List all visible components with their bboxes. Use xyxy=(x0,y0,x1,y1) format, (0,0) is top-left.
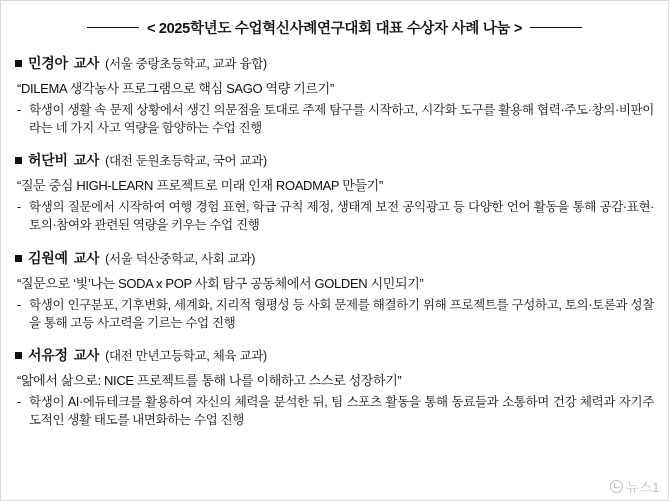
teacher-name: 김원예 xyxy=(28,249,68,266)
project-description-row xyxy=(17,296,654,332)
entry-header xyxy=(15,247,654,268)
award-entry xyxy=(15,344,654,429)
dash-marker: - xyxy=(17,394,21,409)
entry-header xyxy=(15,52,654,73)
square-bullet-icon xyxy=(15,157,22,164)
project-title: “앎에서 삶으로: NICE 프로젝트를 통해 나를 이해하고 스스로 성장하기” xyxy=(17,372,402,388)
dash-marker: - xyxy=(17,200,21,215)
page-title: < 2025학년도 수업혁신사례연구대회 대표 수상자 사례 나눔 > xyxy=(146,21,523,37)
project-description: 학생이 인구분포, 기후변화, 세계화, 지리적 형평성 등 사회 문제를 해결하기 위해 프로젝트를 구성하고, 토의·토론과 성찰을 통해 고등 사고력을 기르는 수업 진행 xyxy=(29,297,654,330)
teacher-role: 교사 xyxy=(73,153,100,169)
square-bullet-icon xyxy=(15,352,22,359)
entry-header xyxy=(15,344,654,365)
teacher-role: 교사 xyxy=(73,250,100,266)
title-rule-right xyxy=(530,27,582,28)
watermark-logo-icon xyxy=(610,480,623,493)
entry-header xyxy=(15,149,654,170)
project-title: “질문 중심 HIGH-LEARN 프로젝트로 미래 인재 ROADMAP 만들기” xyxy=(17,178,383,194)
teacher-affiliation: (서울 중랑초등학교, 교과 융합) xyxy=(105,57,267,71)
dash-marker: - xyxy=(17,297,21,312)
teacher-affiliation: (대전 둔원초등학교, 국어 교과) xyxy=(105,154,267,169)
document-title-row xyxy=(15,17,654,38)
teacher-name: 민경아 xyxy=(28,55,68,71)
project-description: 학생의 질문에서 시작하여 여행 경험 표현, 학급 규칙 제정, 생태계 보전 공익광고 등 다양한 언어 활동을 통해 공감·표현·토의·참여와 관련된 역량을 키우는 수업 진행 xyxy=(29,200,654,233)
award-entry xyxy=(15,52,654,137)
watermark xyxy=(610,477,660,496)
square-bullet-icon xyxy=(15,60,22,67)
teacher-name: 허단비 xyxy=(28,152,68,169)
project-description-row xyxy=(17,198,654,234)
project-description: 학생이 AI·에듀테크를 활용하여 자신의 체력을 분석한 뒤, 팀 스포츠 활동을 통해 동료들과 소통하며 건강 체력과 자기주도적인 생활 태도를 내면화하는 수업 진행 xyxy=(29,394,654,427)
teacher-role: 교사 xyxy=(73,56,100,71)
watermark-text: 뉴스1 xyxy=(626,480,660,495)
teacher-name: 서유정 xyxy=(28,346,68,363)
teacher-affiliation: (대전 만년고등학교, 체육 교과) xyxy=(105,348,267,363)
project-title: “질문으로 ‘빛’나는 SODA x POP 사회 탐구 공동체에서 GOLDEN 시민되기” xyxy=(17,275,424,291)
teacher-affiliation: (서울 덕산중학교, 사회 교과) xyxy=(105,251,256,266)
square-bullet-icon xyxy=(15,255,22,262)
project-description-row xyxy=(17,393,654,429)
project-title: “DILEMA 생각농사 프로그램으로 핵심 SAGO 역량 기르기” xyxy=(17,81,334,96)
award-entry xyxy=(15,149,654,234)
award-entry xyxy=(15,247,654,332)
title-rule-left xyxy=(87,27,139,28)
teacher-role: 교사 xyxy=(73,347,100,363)
dash-marker: - xyxy=(17,103,21,117)
project-description: 학생이 생활 속 문제 상황에서 생긴 의문점을 토대로 주제 탐구를 시작하고, 시각화 도구를 활용해 협력·주도·창의·비판이라는 네 가지 사고 역량을 함양하는 수업 진행 xyxy=(29,103,654,136)
project-description-row xyxy=(17,101,654,137)
